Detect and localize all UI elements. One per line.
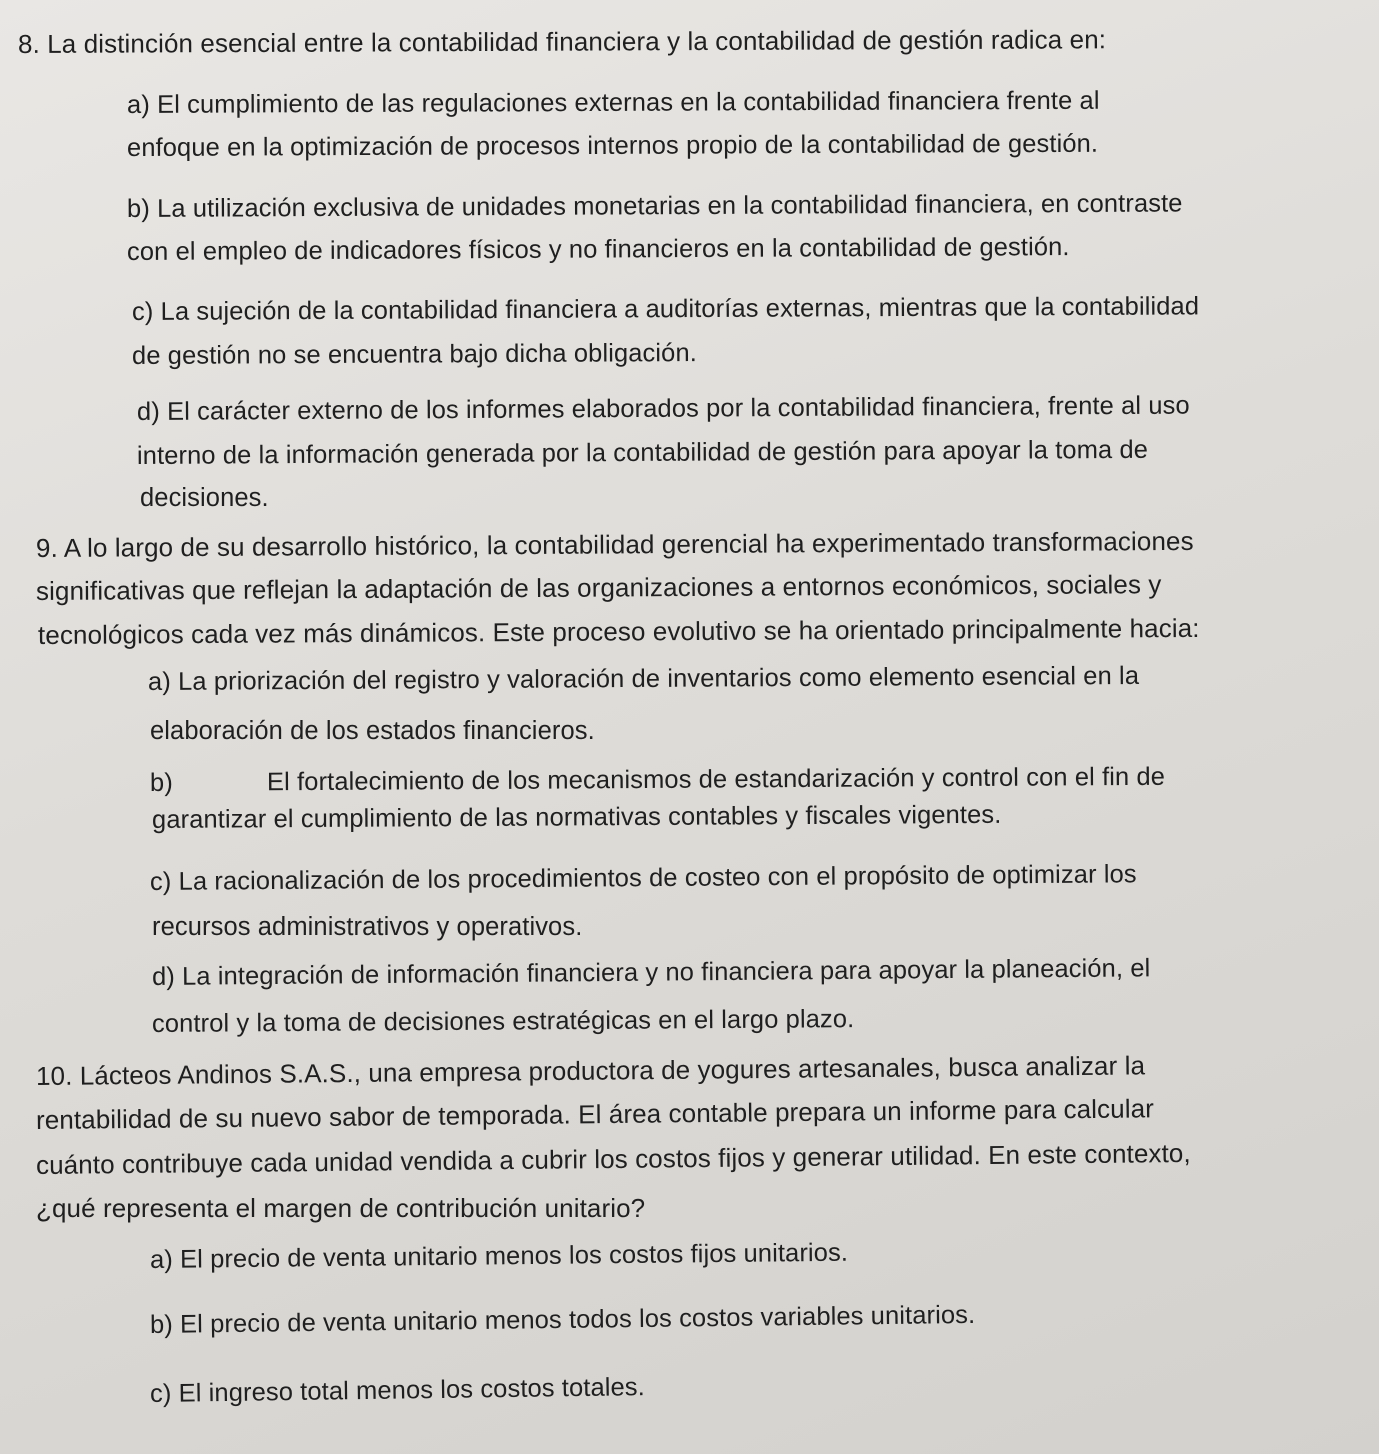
question-9-stem-line: tecnológicos cada vez más dinámicos. Este proceso evolutivo se ha orientado principalmente hacia: bbox=[37, 612, 1200, 650]
option-line: b) La utilización exclusiva de unidades monetarias en la contabilidad financiera, en contraste bbox=[126, 189, 1183, 223]
option-line: c) La sujeción de la contabilidad financiera a auditorías externas, mientras que la contabilidad bbox=[131, 292, 1200, 326]
option-line: c) El ingreso total menos los costos totales. bbox=[149, 1373, 646, 1408]
question-10-stem-line: 10. Lácteos Andinos S.A.S., una empresa productora de yogures artesanales, busca analizar la bbox=[35, 1050, 1146, 1091]
option-line: a) El cumplimiento de las regulaciones externas en la contabilidad financiera frente al bbox=[126, 86, 1100, 119]
option-line: garantizar el cumplimiento de las normativas contables y fiscales vigentes. bbox=[151, 800, 1002, 834]
option-line: a) El precio de venta unitario menos los costos fijos unitarios. bbox=[149, 1238, 849, 1274]
option-line: a) La priorización del registro y valoración de inventarios como elemento esencial en la bbox=[147, 661, 1140, 696]
option-label: b) bbox=[149, 768, 173, 797]
option-line: b) El precio de venta unitario menos todos los costos variables unitarios. bbox=[149, 1300, 976, 1339]
option-line: con el empleo de indicadores físicos y no financieros en la contabilidad de gestión. bbox=[126, 233, 1070, 266]
question-9-stem-line: 9. A lo largo de su desarrollo histórico, la contabilidad gerencial ha experimentado transformaciones bbox=[35, 525, 1194, 563]
question-10-stem-line: rentabilidad de su nuevo sabor de temporada. El área contable prepara un informe para calcular bbox=[35, 1093, 1155, 1135]
option-line: interno de la información generada por la contabilidad de gestión para apoyar la toma de bbox=[136, 435, 1149, 470]
question-9-stem-line: significativas que reflejan la adaptación de las organizaciones a entornos económicos, sociales y bbox=[35, 569, 1162, 606]
option-line: control y la toma de decisiones estratégicas en el largo plazo. bbox=[151, 1005, 855, 1038]
option-line: enfoque en la optimización de procesos internos propio de la contabilidad de gestión. bbox=[126, 129, 1099, 162]
question-10-stem-line: ¿qué representa el margen de contribución unitario? bbox=[36, 1193, 646, 1223]
option-line: d) El carácter externo de los informes elaborados por la contabilidad financiera, frente al uso bbox=[136, 391, 1190, 426]
option-line: c) La racionalización de los procedimientos de costeo con el propósito de optimizar los bbox=[149, 860, 1137, 896]
question-10-stem-line: cuánto contribuye cada unidad vendida a cubrir los costos fijos y generar utilidad. En este contexto, bbox=[35, 1137, 1191, 1180]
option-line: decisiones. bbox=[140, 484, 269, 512]
option-line: d) La integración de información financiera y no financiera para apoyar la planeación, el bbox=[151, 954, 1151, 991]
option-line bbox=[149, 762, 1166, 797]
option-line: elaboración de los estados financieros. bbox=[150, 717, 595, 745]
question-8-stem-line: 8. La distinción esencial entre la contabilidad financiera y la contabilidad de gestión radica en: bbox=[17, 24, 1107, 59]
option-text: El fortalecimiento de los mecanismos de estandarización y control con el fin de bbox=[266, 762, 1166, 797]
option-line: de gestión no se encuentra bajo dicha obligación. bbox=[131, 339, 697, 370]
option-line: recursos administrativos y operativos. bbox=[152, 913, 583, 941]
